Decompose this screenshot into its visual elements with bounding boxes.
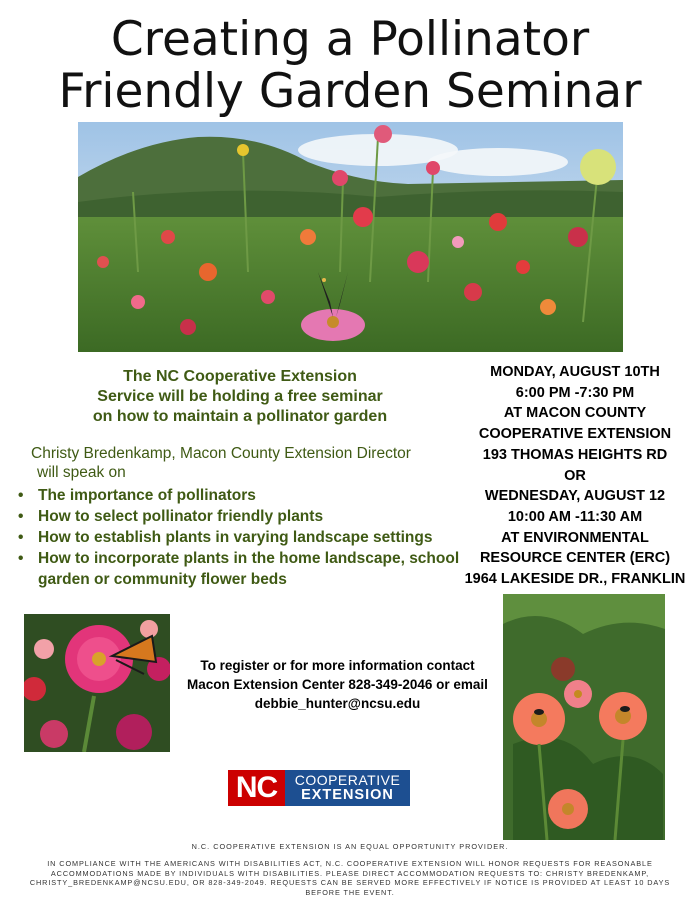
speaker-line-2: will speak on <box>37 464 126 481</box>
logo-text-panel <box>285 770 410 806</box>
topic-item: • How to incorporate plants in the home landscape, school <box>18 548 488 569</box>
schedule-line: COOPERATIVE EXTENSION <box>478 426 672 443</box>
schedule-line: AT MACON COUNTY <box>503 405 647 422</box>
zinnia-bees-illustration <box>503 594 665 840</box>
schedule-line: 6:00 PM -7:30 PM <box>515 384 635 401</box>
topic-item: • The importance of pollinators <box>18 485 488 506</box>
logo-line-1: COOPERATIVE <box>294 772 401 788</box>
schedule-line: 1964 LAKESIDE DR., FRANKLIN <box>464 571 686 588</box>
schedule-line: MONDAY, AUGUST 10TH <box>490 364 660 380</box>
contact-line-2: Macon Extension Center 828-349-2046 or email <box>187 677 488 692</box>
ada-line-3: CHRISTY_BREDENKAMP@NCSU.EDU, OR 828-349-2049. REQUESTS CAN BE SERVED MORE EFFECTIVELY IF NOTICE IS PROVIDED AT LEAST 10 DAYS <box>29 878 671 887</box>
zinnia-monarch-photo <box>24 614 170 752</box>
seminar-intro <box>55 367 425 427</box>
schedule-line: 193 THOMAS HEIGHTS RD <box>482 446 668 463</box>
contact-info <box>170 656 505 713</box>
intro-line-1: The NC Cooperative Extension <box>123 368 357 385</box>
contact-line-1: To register or for more information contact <box>200 658 475 673</box>
intro-line-2: Service will be holding a free seminar <box>97 388 383 405</box>
logo-line-2: EXTENSION <box>301 787 394 803</box>
ada-line-1: IN COMPLIANCE WITH THE AMERICANS WITH DISABILITIES ACT, N.C. COOPERATIVE EXTENSION WILL HONOR REQUESTS FOR REASONABLE <box>47 859 653 868</box>
nc-logo-mark: NC <box>228 770 285 806</box>
ada-line-2: ACCOMMODATIONS MADE BY INDIVIDUALS WITH DISABILITIES. PLEASE DIRECT ACCOMMODATION REQUESTS TO: CHRISTY BREDENKAMP, <box>50 868 650 878</box>
topic-list <box>18 485 488 590</box>
intro-line-3: on how to maintain a pollinator garden <box>92 408 388 425</box>
topic-item: • How to establish plants in varying landscape settings <box>18 527 488 548</box>
ada-notice <box>18 859 682 897</box>
nc-cooperative-extension-logo <box>228 770 410 806</box>
contact-email[interactable]: debbie_hunter@ncsu.edu <box>254 696 421 711</box>
topic-item-continued: garden or community flower beds <box>38 571 287 588</box>
title-line-2: Friendly Garden Seminar <box>58 64 642 119</box>
ada-line-4: BEFORE THE EVENT. <box>305 887 395 897</box>
event-schedule <box>460 362 690 590</box>
schedule-line: OR <box>564 467 586 484</box>
schedule-line: 10:00 AM -11:30 AM <box>507 508 643 525</box>
zinnia-monarch-illustration <box>24 614 170 752</box>
hero-garden-illustration <box>78 122 623 352</box>
zinnia-bees-photo <box>503 594 665 840</box>
speaker-info <box>31 444 471 482</box>
schedule-line: AT ENVIRONMENTAL <box>501 529 649 546</box>
title-line-1: Creating a Pollinator <box>110 12 590 67</box>
schedule-line: RESOURCE CENTER (ERC) <box>479 550 671 567</box>
equal-opportunity-notice: N.C. COOPERATIVE EXTENSION IS AN EQUAL OPPORTUNITY PROVIDER. <box>191 842 509 851</box>
page-title <box>0 14 700 118</box>
hero-garden-photo <box>78 122 623 352</box>
topic-item: • How to select pollinator friendly plants <box>18 506 488 527</box>
speaker-line-1: Christy Bredenkamp, Macon County Extension Director <box>31 445 411 462</box>
schedule-line: WEDNESDAY, AUGUST 12 <box>484 488 666 505</box>
